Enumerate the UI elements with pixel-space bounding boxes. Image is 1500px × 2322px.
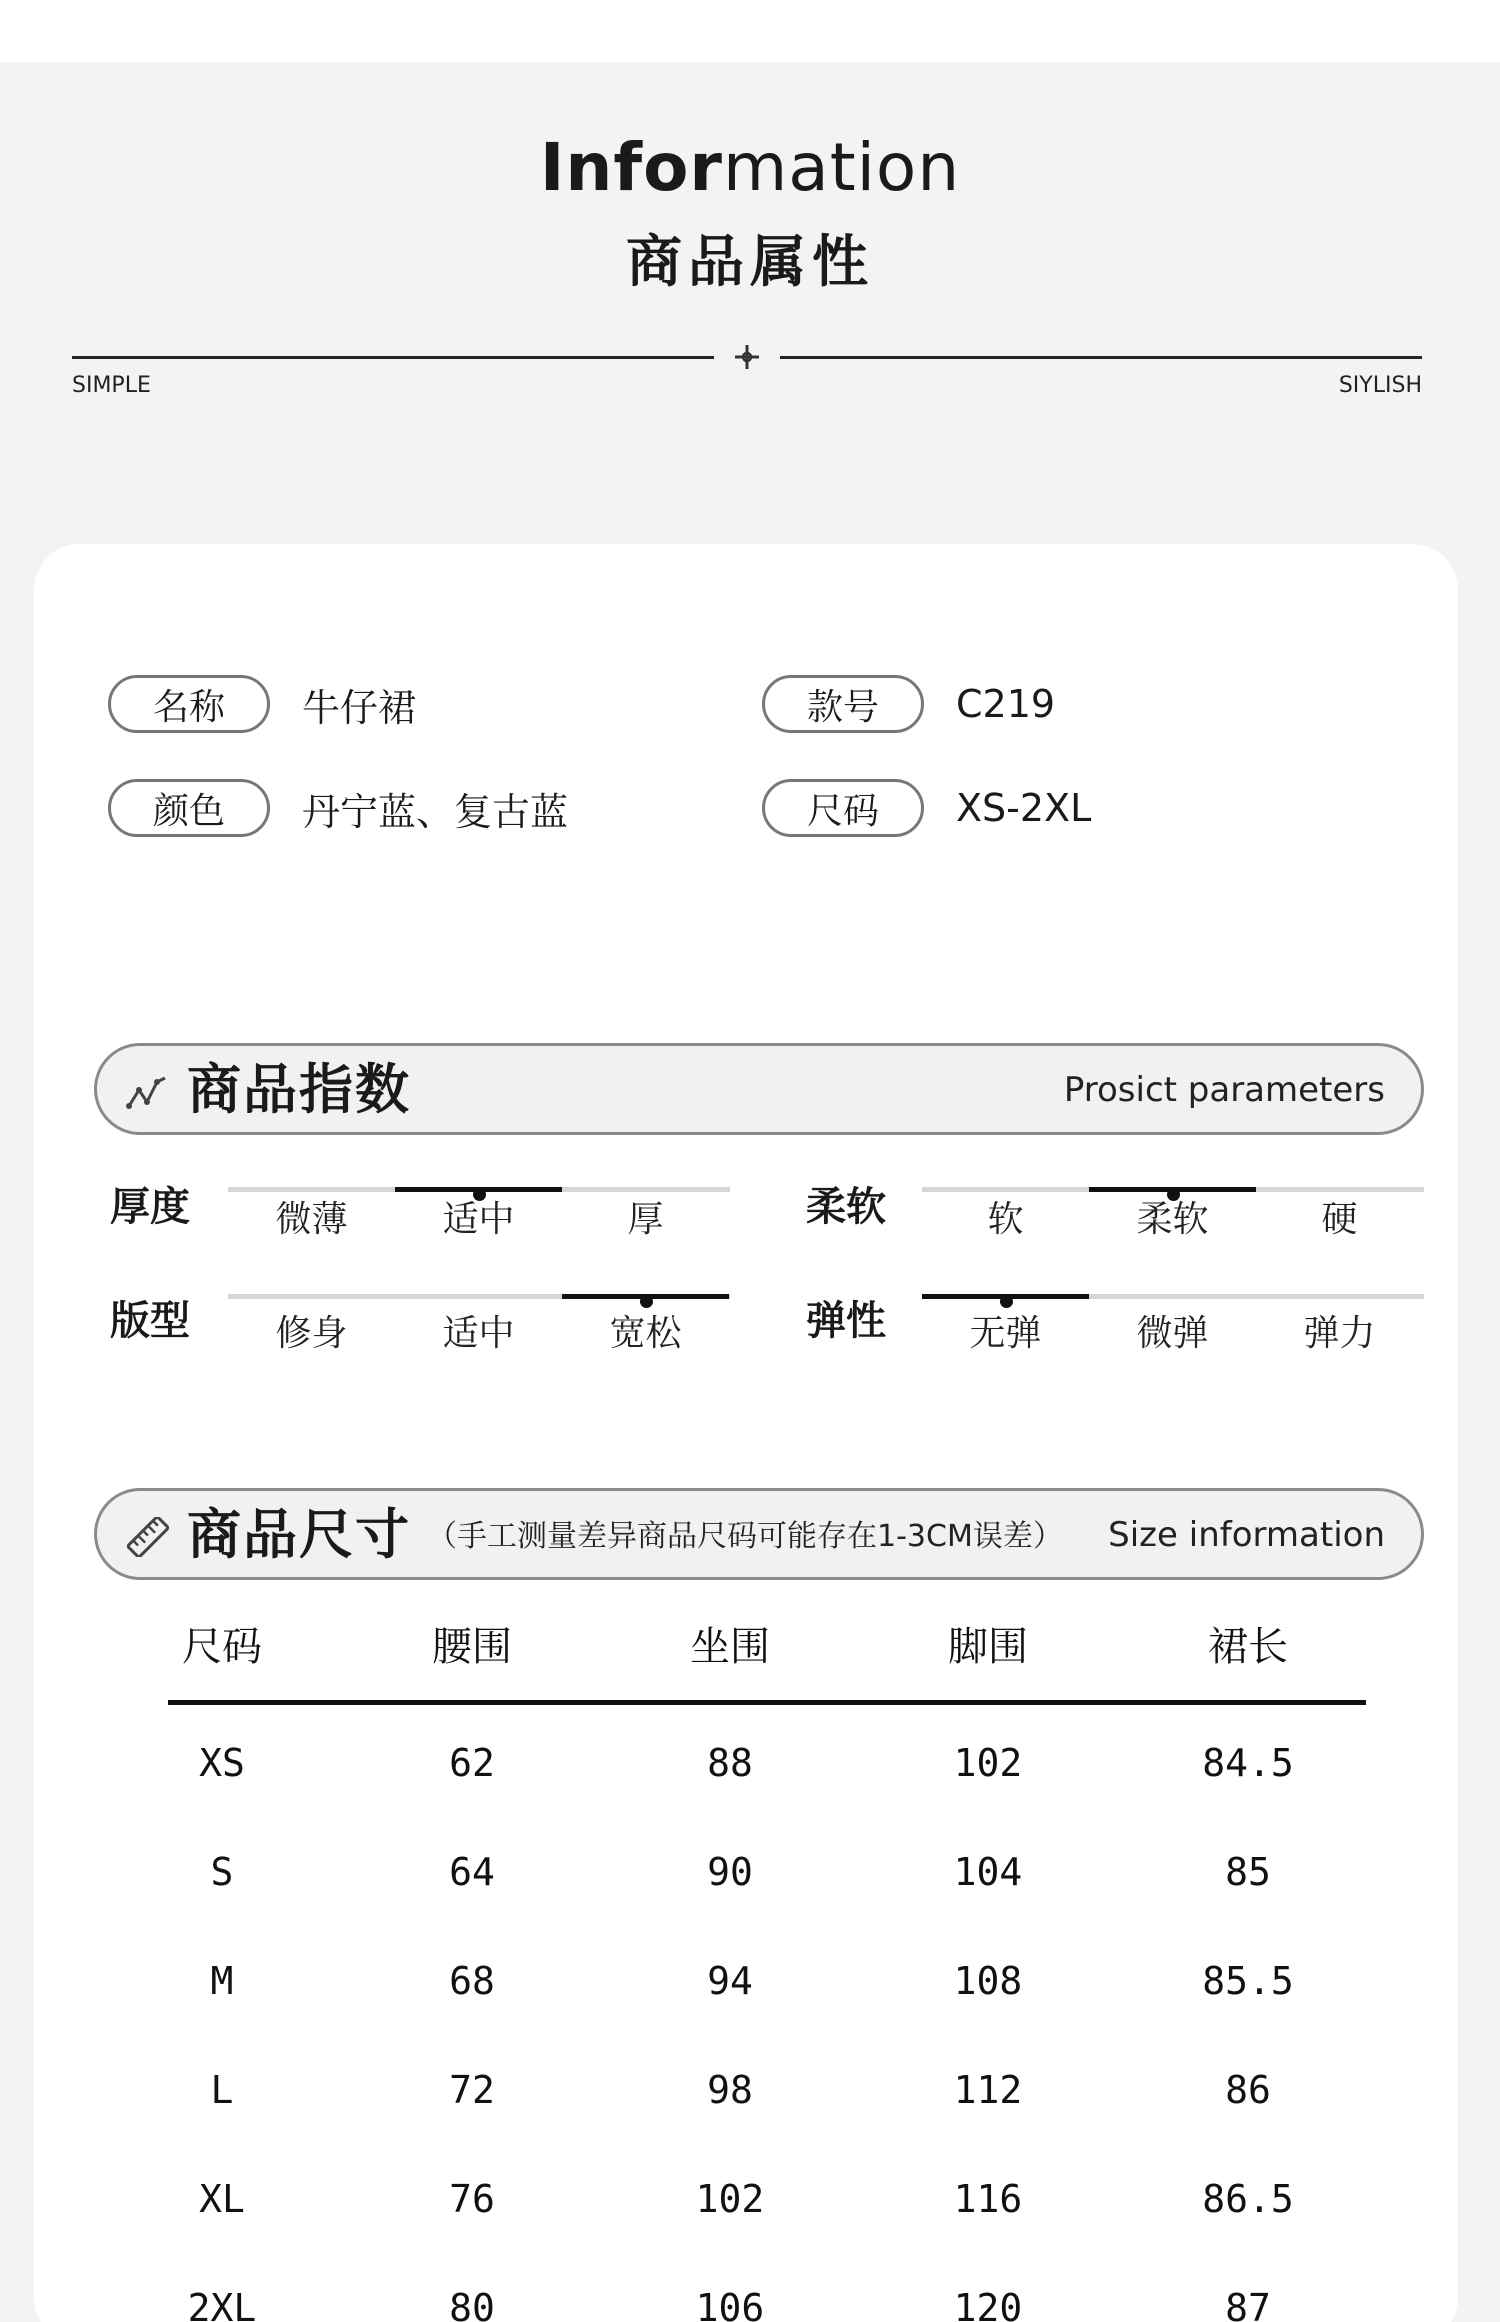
param-softness-label: 柔软 — [806, 1184, 886, 1230]
param-option: 宽松 — [609, 1313, 682, 1354]
param-option: 弹力 — [1303, 1313, 1376, 1354]
index-section-title: 商品指数 — [187, 1058, 411, 1121]
attribute-color — [108, 778, 568, 838]
tag-simple: SIMPLE — [72, 373, 151, 398]
size-table-cell: 88 — [707, 1741, 753, 1785]
size-section-note: （手工测量差异商品尺码可能存在1-3CM误差） — [427, 1519, 1063, 1554]
size-section-subtitle: Size information — [1108, 1515, 1385, 1555]
size-table-cell: 64 — [449, 1850, 495, 1894]
attribute-style-number — [762, 674, 1055, 734]
attribute-value: 牛仔裙 — [302, 685, 417, 730]
size-section-title: 商品尺寸 — [187, 1503, 411, 1566]
size-table-cell: 2XL — [187, 2286, 257, 2322]
size-table-header: 裙长 — [1208, 1624, 1288, 1670]
size-table-cell: 86.5 — [1202, 2177, 1294, 2221]
param-fit-label: 版型 — [110, 1298, 190, 1344]
param-option: 厚 — [627, 1199, 664, 1240]
trend-line-icon — [125, 1072, 171, 1112]
size-table-cell: 102 — [695, 2177, 765, 2221]
param-option: 微弹 — [1136, 1313, 1209, 1354]
size-table-cell: 112 — [953, 2068, 1023, 2112]
attribute-size-range — [762, 778, 1091, 838]
attribute-label: 名称 — [108, 675, 270, 733]
attribute-label: 款号 — [762, 675, 924, 733]
size-section-bar — [94, 1488, 1424, 1580]
size-table-cell: L — [210, 2068, 234, 2112]
size-table-cell: 116 — [953, 2177, 1023, 2221]
size-table-cell: XL — [199, 2177, 245, 2221]
size-table-cell: 86 — [1225, 2068, 1271, 2112]
size-table-cell: 94 — [707, 1959, 753, 2003]
size-table-header: 尺码 — [182, 1624, 262, 1670]
attribute-name — [108, 674, 416, 734]
param-elasticity-marker — [1000, 1295, 1013, 1308]
header-rule-right — [780, 356, 1422, 359]
size-table-cell: 68 — [449, 1959, 495, 2003]
param-elasticity-label: 弹性 — [806, 1298, 886, 1344]
param-option: 适中 — [442, 1313, 515, 1354]
size-table-cell: 80 — [449, 2286, 495, 2322]
size-table-header-rule — [168, 1700, 1366, 1705]
header-title-cn: 商品属性 — [626, 230, 874, 295]
size-table-cell: S — [210, 1850, 234, 1894]
size-table-cell: 90 — [707, 1850, 753, 1894]
size-table-cell: 76 — [449, 2177, 495, 2221]
tag-stylish: SIYLISH — [1338, 373, 1422, 398]
index-section-subtitle: Prosict parameters — [1063, 1070, 1385, 1110]
header-title-en-light: mation — [722, 129, 961, 206]
size-table-cell: 102 — [953, 1741, 1023, 1785]
param-option: 适中 — [442, 1199, 515, 1240]
size-table-header: 坐围 — [690, 1624, 770, 1670]
header-rule-left — [72, 356, 714, 359]
param-option: 硬 — [1321, 1199, 1358, 1240]
size-table-cell: M — [210, 1959, 234, 2003]
index-section-bar — [94, 1043, 1424, 1135]
top-white-strip — [0, 0, 1500, 62]
size-table-cell: 72 — [449, 2068, 495, 2112]
size-table-cell: 85 — [1225, 1850, 1271, 1894]
attribute-value: C219 — [956, 682, 1056, 726]
size-table-cell: 120 — [953, 2286, 1023, 2322]
attribute-label: 颜色 — [108, 779, 270, 837]
attribute-value: XS-2XL — [956, 786, 1092, 830]
size-table-cell: XS — [199, 1741, 245, 1785]
ruler-icon — [125, 1517, 171, 1557]
size-table-header: 腰围 — [432, 1624, 512, 1670]
size-table-header: 脚围 — [948, 1624, 1028, 1670]
cross-ornament-icon — [732, 342, 762, 372]
param-option: 柔软 — [1136, 1199, 1209, 1240]
header-title-en-bold: Infor — [539, 129, 723, 206]
attribute-value: 丹宁蓝、复古蓝 — [302, 789, 569, 834]
size-table-cell: 87 — [1225, 2286, 1271, 2322]
size-table-cell: 84.5 — [1202, 1741, 1294, 1785]
size-table-cell: 62 — [449, 1741, 495, 1785]
param-option: 微薄 — [275, 1199, 348, 1240]
size-table-cell: 106 — [695, 2286, 765, 2322]
param-option: 软 — [987, 1199, 1024, 1240]
size-table-cell: 108 — [953, 1959, 1023, 2003]
size-table-cell: 85.5 — [1202, 1959, 1294, 2003]
size-table-cell: 104 — [953, 1850, 1023, 1894]
param-thickness-label: 厚度 — [110, 1184, 190, 1230]
attribute-label: 尺码 — [762, 779, 924, 837]
param-fit-marker — [640, 1295, 653, 1308]
header-title-en — [0, 128, 1500, 208]
param-option: 修身 — [275, 1313, 348, 1354]
size-table-cell: 98 — [707, 2068, 753, 2112]
param-option: 无弹 — [969, 1313, 1042, 1354]
